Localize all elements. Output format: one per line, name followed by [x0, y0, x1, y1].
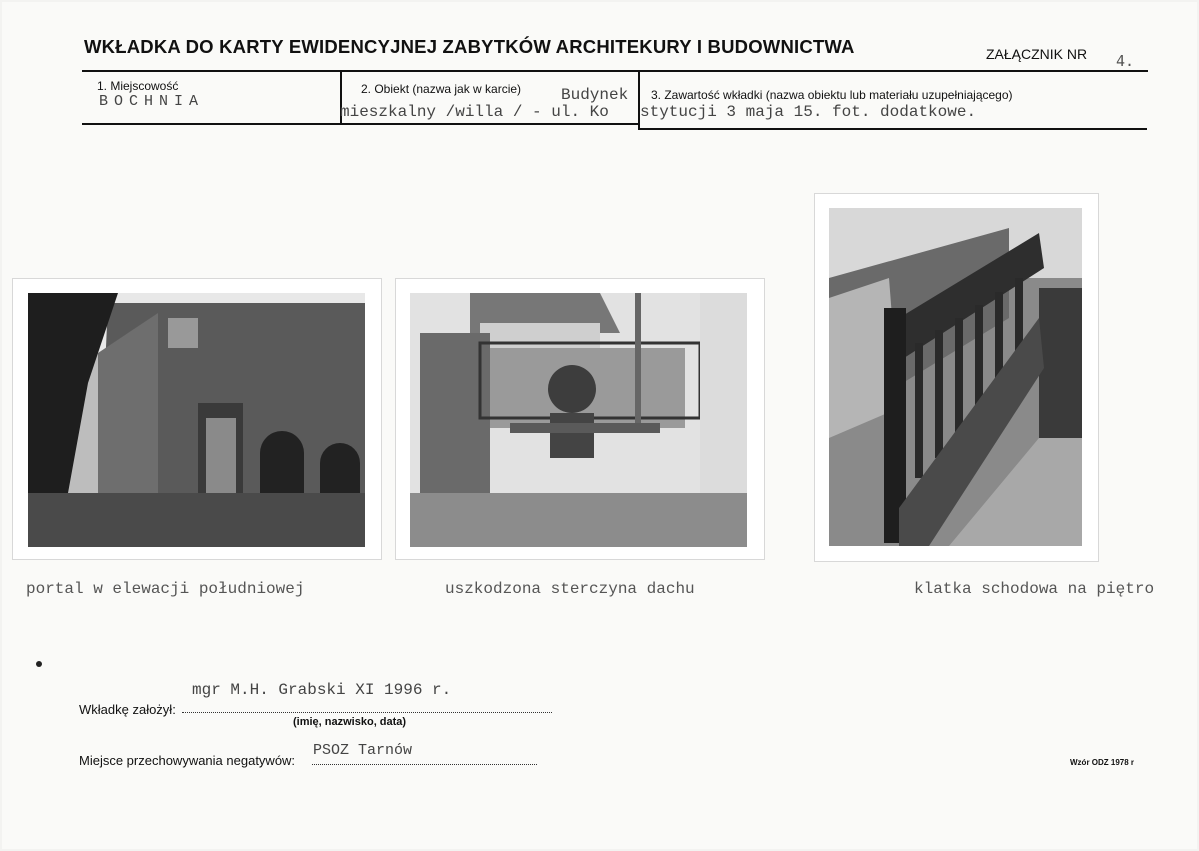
author-dotted-line — [182, 712, 552, 713]
photo-staircase — [814, 193, 1099, 562]
contents-value: stytucji 3 maja 15. fot. dodatkowe. — [640, 103, 977, 121]
form-code: Wzór ODZ 1978 r — [1070, 758, 1135, 767]
storage-label: Miejsce przechowywania negatywów: — [79, 753, 296, 768]
author-hint: (imię, nazwisko, data) — [293, 716, 407, 728]
caption-staircase: klatka schodowa na piętro — [914, 580, 1155, 598]
object-value-line1: Budynek — [561, 86, 629, 104]
document-title: WKŁADKA DO KARTY EWIDENCYJNEJ ZABYTKÓW ARCHITEKURY I BUDOWNICTWA — [84, 36, 855, 57]
annex-label: ZAŁĄCZNIK NR — [986, 46, 1088, 62]
caption-portal: portal w elewacji południowej — [26, 580, 305, 598]
photo-pinnacle-image — [410, 293, 747, 547]
table-bottom-rule-right — [639, 128, 1147, 130]
locality-label: 1. Miejscowość — [97, 79, 179, 93]
photo-portal — [12, 278, 382, 560]
photo-pinnacle — [395, 278, 765, 560]
author-value: mgr M.H. Grabski XI 1996 r. — [192, 681, 452, 699]
storage-dotted-line — [312, 764, 537, 765]
table-divider-2 — [638, 70, 640, 130]
object-label: 2. Obiekt (nazwa jak w karcie) — [361, 82, 522, 96]
contents-label: 3. Zawartość wkładki (nazwa obiektu lub materiału uzupełniającego) — [651, 88, 1013, 102]
object-value-line2: mieszkalny /willa / - ul. Ko — [340, 103, 609, 121]
author-label: Wkładkę założył: — [79, 702, 176, 717]
caption-pinnacle: uszkodzona sterczyna dachu — [445, 580, 695, 598]
annex-number: 4. — [1116, 52, 1135, 70]
photo-staircase-image — [829, 208, 1082, 546]
table-bottom-rule — [82, 123, 639, 125]
bullet-mark — [36, 661, 42, 667]
photo-portal-image — [28, 293, 365, 547]
locality-value: BOCHNIA — [99, 93, 205, 110]
table-top-rule — [82, 70, 1148, 72]
storage-value: PSOZ Tarnów — [313, 742, 413, 759]
